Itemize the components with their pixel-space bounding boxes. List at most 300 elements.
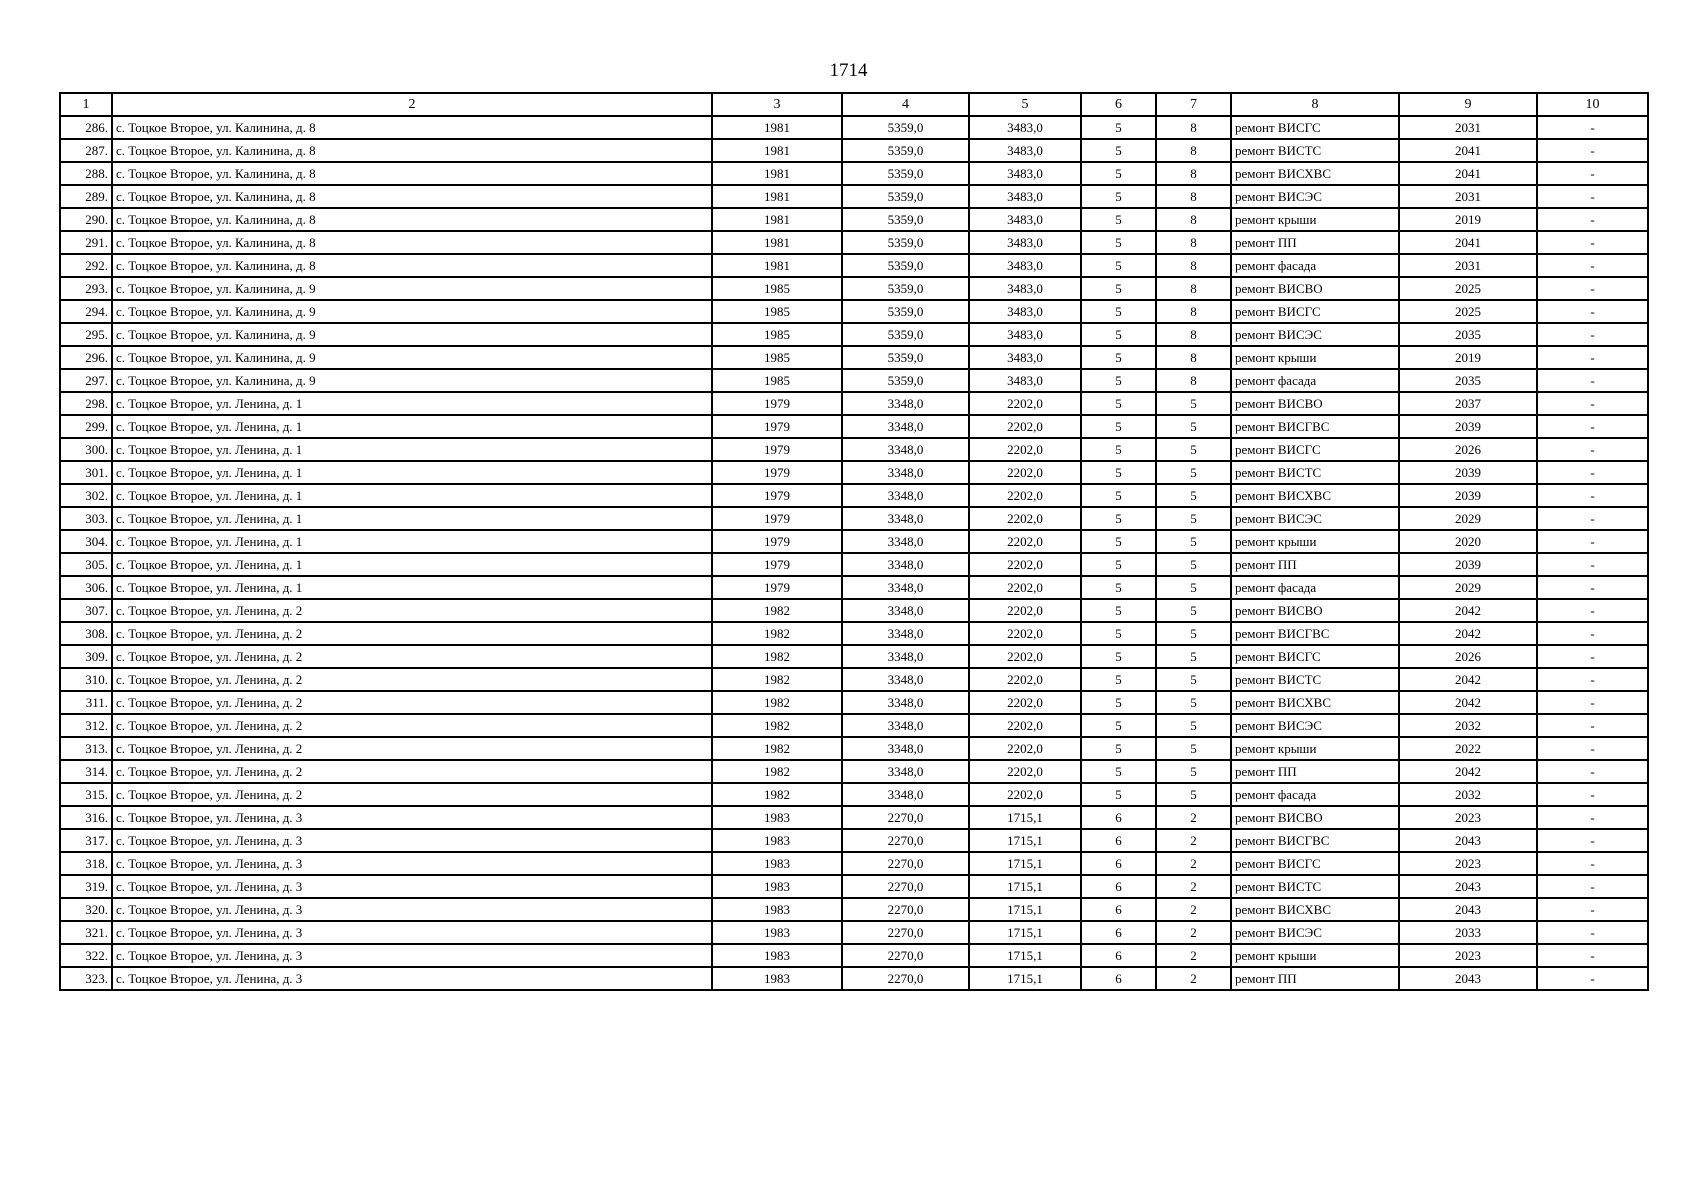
living-area-cell: 1715,1 — [969, 875, 1081, 898]
row-number-cell: 299. — [60, 415, 112, 438]
total-area-cell: 2270,0 — [842, 875, 969, 898]
total-area-cell: 5359,0 — [842, 231, 969, 254]
row-number-cell: 303. — [60, 507, 112, 530]
year-cell: 1985 — [712, 369, 842, 392]
row-number-cell: 320. — [60, 898, 112, 921]
floors-cell: 5 — [1081, 645, 1156, 668]
planned-year-cell: 2041 — [1399, 231, 1537, 254]
planned-year-cell: 2035 — [1399, 369, 1537, 392]
address-cell: с. Тоцкое Второе, ул. Ленина, д. 1 — [112, 415, 712, 438]
column-header: 10 — [1537, 93, 1648, 116]
row-number-cell: 313. — [60, 737, 112, 760]
floors-cell: 6 — [1081, 967, 1156, 990]
floors-cell: 5 — [1081, 116, 1156, 139]
cost-cell: - — [1537, 438, 1648, 461]
address-cell: с. Тоцкое Второе, ул. Калинина, д. 9 — [112, 300, 712, 323]
address-cell: с. Тоцкое Второе, ул. Ленина, д. 2 — [112, 645, 712, 668]
cost-cell: - — [1537, 668, 1648, 691]
entrances-cell: 2 — [1156, 806, 1231, 829]
floors-cell: 5 — [1081, 668, 1156, 691]
year-cell: 1983 — [712, 829, 842, 852]
planned-year-cell: 2025 — [1399, 300, 1537, 323]
planned-year-cell: 2043 — [1399, 829, 1537, 852]
row-number-cell: 302. — [60, 484, 112, 507]
entrances-cell: 5 — [1156, 438, 1231, 461]
address-cell: с. Тоцкое Второе, ул. Калинина, д. 8 — [112, 162, 712, 185]
planned-year-cell: 2039 — [1399, 484, 1537, 507]
total-area-cell: 3348,0 — [842, 576, 969, 599]
living-area-cell: 2202,0 — [969, 760, 1081, 783]
planned-year-cell: 2039 — [1399, 415, 1537, 438]
address-cell: с. Тоцкое Второе, ул. Ленина, д. 2 — [112, 599, 712, 622]
work-type-cell: ремонт ВИСГС — [1231, 116, 1399, 139]
table-row — [60, 208, 1648, 231]
floors-cell: 5 — [1081, 553, 1156, 576]
row-number-cell: 292. — [60, 254, 112, 277]
row-number-cell: 297. — [60, 369, 112, 392]
address-cell: с. Тоцкое Второе, ул. Ленина, д. 1 — [112, 461, 712, 484]
planned-year-cell: 2042 — [1399, 760, 1537, 783]
living-area-cell: 3483,0 — [969, 277, 1081, 300]
living-area-cell: 2202,0 — [969, 691, 1081, 714]
address-cell: с. Тоцкое Второе, ул. Ленина, д. 2 — [112, 737, 712, 760]
floors-cell: 5 — [1081, 484, 1156, 507]
entrances-cell: 2 — [1156, 921, 1231, 944]
work-type-cell: ремонт ВИСЭС — [1231, 323, 1399, 346]
cost-cell: - — [1537, 783, 1648, 806]
living-area-cell: 3483,0 — [969, 231, 1081, 254]
work-type-cell: ремонт ВИСГВС — [1231, 622, 1399, 645]
floors-cell: 5 — [1081, 760, 1156, 783]
row-number-cell: 305. — [60, 553, 112, 576]
planned-year-cell: 2035 — [1399, 323, 1537, 346]
living-area-cell: 2202,0 — [969, 622, 1081, 645]
year-cell: 1979 — [712, 461, 842, 484]
planned-year-cell: 2029 — [1399, 576, 1537, 599]
planned-year-cell: 2032 — [1399, 783, 1537, 806]
table-row — [60, 323, 1648, 346]
year-cell: 1981 — [712, 254, 842, 277]
table-row — [60, 484, 1648, 507]
planned-year-cell: 2023 — [1399, 944, 1537, 967]
address-cell: с. Тоцкое Второе, ул. Калинина, д. 8 — [112, 254, 712, 277]
address-cell: с. Тоцкое Второе, ул. Ленина, д. 3 — [112, 967, 712, 990]
work-type-cell: ремонт ПП — [1231, 553, 1399, 576]
table-row — [60, 806, 1648, 829]
work-type-cell: ремонт фасада — [1231, 783, 1399, 806]
total-area-cell: 3348,0 — [842, 599, 969, 622]
planned-year-cell: 2041 — [1399, 162, 1537, 185]
row-number-cell: 312. — [60, 714, 112, 737]
address-cell: с. Тоцкое Второе, ул. Ленина, д. 1 — [112, 438, 712, 461]
floors-cell: 5 — [1081, 507, 1156, 530]
living-area-cell: 3483,0 — [969, 369, 1081, 392]
entrances-cell: 5 — [1156, 668, 1231, 691]
work-type-cell: ремонт фасада — [1231, 254, 1399, 277]
column-header: 4 — [842, 93, 969, 116]
living-area-cell: 2202,0 — [969, 737, 1081, 760]
living-area-cell: 1715,1 — [969, 921, 1081, 944]
entrances-cell: 5 — [1156, 760, 1231, 783]
row-number-cell: 311. — [60, 691, 112, 714]
floors-cell: 6 — [1081, 898, 1156, 921]
address-cell: с. Тоцкое Второе, ул. Калинина, д. 9 — [112, 323, 712, 346]
work-type-cell: ремонт крыши — [1231, 346, 1399, 369]
table-row — [60, 645, 1648, 668]
year-cell: 1982 — [712, 691, 842, 714]
table-row — [60, 898, 1648, 921]
cost-cell: - — [1537, 461, 1648, 484]
living-area-cell: 3483,0 — [969, 116, 1081, 139]
living-area-cell: 3483,0 — [969, 162, 1081, 185]
total-area-cell: 5359,0 — [842, 346, 969, 369]
work-type-cell: ремонт ВИСТС — [1231, 461, 1399, 484]
page-number: 1714 — [829, 60, 868, 81]
table-row — [60, 622, 1648, 645]
entrances-cell: 5 — [1156, 737, 1231, 760]
work-type-cell: ремонт ВИСЭС — [1231, 185, 1399, 208]
row-number-cell: 322. — [60, 944, 112, 967]
address-cell: с. Тоцкое Второе, ул. Калинина, д. 8 — [112, 231, 712, 254]
total-area-cell: 3348,0 — [842, 530, 969, 553]
planned-year-cell: 2039 — [1399, 461, 1537, 484]
address-cell: с. Тоцкое Второе, ул. Ленина, д. 3 — [112, 829, 712, 852]
address-cell: с. Тоцкое Второе, ул. Ленина, д. 2 — [112, 622, 712, 645]
address-cell: с. Тоцкое Второе, ул. Калинина, д. 9 — [112, 346, 712, 369]
total-area-cell: 3348,0 — [842, 553, 969, 576]
entrances-cell: 2 — [1156, 875, 1231, 898]
entrances-cell: 8 — [1156, 116, 1231, 139]
cost-cell: - — [1537, 898, 1648, 921]
total-area-cell: 3348,0 — [842, 668, 969, 691]
living-area-cell: 2202,0 — [969, 530, 1081, 553]
year-cell: 1982 — [712, 622, 842, 645]
work-type-cell: ремонт ВИСВО — [1231, 806, 1399, 829]
floors-cell: 6 — [1081, 921, 1156, 944]
living-area-cell: 3483,0 — [969, 254, 1081, 277]
living-area-cell: 2202,0 — [969, 415, 1081, 438]
table-row — [60, 507, 1648, 530]
entrances-cell: 5 — [1156, 461, 1231, 484]
table-row — [60, 783, 1648, 806]
living-area-cell: 1715,1 — [969, 806, 1081, 829]
address-cell: с. Тоцкое Второе, ул. Ленина, д. 2 — [112, 714, 712, 737]
floors-cell: 6 — [1081, 944, 1156, 967]
work-type-cell: ремонт крыши — [1231, 737, 1399, 760]
living-area-cell: 1715,1 — [969, 852, 1081, 875]
total-area-cell: 3348,0 — [842, 760, 969, 783]
column-header: 5 — [969, 93, 1081, 116]
floors-cell: 5 — [1081, 461, 1156, 484]
work-type-cell: ремонт ВИСХВС — [1231, 898, 1399, 921]
entrances-cell: 8 — [1156, 254, 1231, 277]
cost-cell: - — [1537, 829, 1648, 852]
year-cell: 1983 — [712, 921, 842, 944]
cost-cell: - — [1537, 277, 1648, 300]
year-cell: 1981 — [712, 162, 842, 185]
address-cell: с. Тоцкое Второе, ул. Ленина, д. 1 — [112, 484, 712, 507]
table-row — [60, 277, 1648, 300]
work-type-cell: ремонт ВИСЭС — [1231, 507, 1399, 530]
address-cell: с. Тоцкое Второе, ул. Ленина, д. 3 — [112, 921, 712, 944]
planned-year-cell: 2042 — [1399, 668, 1537, 691]
address-cell: с. Тоцкое Второе, ул. Ленина, д. 3 — [112, 852, 712, 875]
table-row — [60, 737, 1648, 760]
cost-cell: - — [1537, 300, 1648, 323]
address-cell: с. Тоцкое Второе, ул. Калинина, д. 8 — [112, 139, 712, 162]
address-cell: с. Тоцкое Второе, ул. Калинина, д. 8 — [112, 116, 712, 139]
planned-year-cell: 2042 — [1399, 622, 1537, 645]
row-number-cell: 315. — [60, 783, 112, 806]
table-row — [60, 231, 1648, 254]
total-area-cell: 5359,0 — [842, 185, 969, 208]
living-area-cell: 2202,0 — [969, 484, 1081, 507]
living-area-cell: 3483,0 — [969, 208, 1081, 231]
column-header: 8 — [1231, 93, 1399, 116]
total-area-cell: 5359,0 — [842, 116, 969, 139]
planned-year-cell: 2039 — [1399, 553, 1537, 576]
row-number-cell: 296. — [60, 346, 112, 369]
planned-year-cell: 2020 — [1399, 530, 1537, 553]
total-area-cell: 3348,0 — [842, 737, 969, 760]
total-area-cell: 3348,0 — [842, 622, 969, 645]
year-cell: 1979 — [712, 392, 842, 415]
floors-cell: 5 — [1081, 576, 1156, 599]
year-cell: 1981 — [712, 231, 842, 254]
table-row — [60, 944, 1648, 967]
work-type-cell: ремонт ВИСГВС — [1231, 415, 1399, 438]
row-number-cell: 321. — [60, 921, 112, 944]
year-cell: 1983 — [712, 944, 842, 967]
total-area-cell: 3348,0 — [842, 392, 969, 415]
total-area-cell: 5359,0 — [842, 323, 969, 346]
work-type-cell: ремонт ВИСЭС — [1231, 714, 1399, 737]
year-cell: 1982 — [712, 599, 842, 622]
entrances-cell: 8 — [1156, 208, 1231, 231]
year-cell: 1979 — [712, 438, 842, 461]
address-cell: с. Тоцкое Второе, ул. Ленина, д. 2 — [112, 760, 712, 783]
row-number-cell: 289. — [60, 185, 112, 208]
entrances-cell: 5 — [1156, 714, 1231, 737]
planned-year-cell: 2043 — [1399, 898, 1537, 921]
floors-cell: 6 — [1081, 806, 1156, 829]
table-row — [60, 300, 1648, 323]
year-cell: 1983 — [712, 967, 842, 990]
floors-cell: 5 — [1081, 392, 1156, 415]
year-cell: 1979 — [712, 530, 842, 553]
cost-cell: - — [1537, 875, 1648, 898]
entrances-cell: 5 — [1156, 392, 1231, 415]
row-number-cell: 314. — [60, 760, 112, 783]
entrances-cell: 2 — [1156, 898, 1231, 921]
year-cell: 1981 — [712, 116, 842, 139]
table-row — [60, 576, 1648, 599]
table-row — [60, 254, 1648, 277]
total-area-cell: 5359,0 — [842, 139, 969, 162]
entrances-cell: 8 — [1156, 139, 1231, 162]
address-cell: с. Тоцкое Второе, ул. Ленина, д. 1 — [112, 530, 712, 553]
entrances-cell: 2 — [1156, 852, 1231, 875]
planned-year-cell: 2043 — [1399, 967, 1537, 990]
work-type-cell: ремонт ВИСЭС — [1231, 921, 1399, 944]
row-number-cell: 295. — [60, 323, 112, 346]
floors-cell: 6 — [1081, 829, 1156, 852]
address-cell: с. Тоцкое Второе, ул. Ленина, д. 1 — [112, 392, 712, 415]
table-row — [60, 875, 1648, 898]
floors-cell: 5 — [1081, 714, 1156, 737]
year-cell: 1982 — [712, 645, 842, 668]
address-cell: с. Тоцкое Второе, ул. Ленина, д. 3 — [112, 806, 712, 829]
cost-cell: - — [1537, 208, 1648, 231]
living-area-cell: 3483,0 — [969, 185, 1081, 208]
table-row — [60, 139, 1648, 162]
year-cell: 1982 — [712, 760, 842, 783]
entrances-cell: 2 — [1156, 967, 1231, 990]
year-cell: 1981 — [712, 185, 842, 208]
address-cell: с. Тоцкое Второе, ул. Ленина, д. 2 — [112, 783, 712, 806]
cost-cell: - — [1537, 737, 1648, 760]
living-area-cell: 2202,0 — [969, 714, 1081, 737]
row-number-cell: 290. — [60, 208, 112, 231]
address-cell: с. Тоцкое Второе, ул. Ленина, д. 3 — [112, 898, 712, 921]
living-area-cell: 2202,0 — [969, 599, 1081, 622]
cost-cell: - — [1537, 231, 1648, 254]
table-row — [60, 921, 1648, 944]
floors-cell: 5 — [1081, 691, 1156, 714]
total-area-cell: 5359,0 — [842, 300, 969, 323]
address-cell: с. Тоцкое Второе, ул. Калинина, д. 8 — [112, 208, 712, 231]
living-area-cell: 2202,0 — [969, 438, 1081, 461]
table-row — [60, 116, 1648, 139]
work-type-cell: ремонт ВИСВО — [1231, 392, 1399, 415]
total-area-cell: 3348,0 — [842, 461, 969, 484]
entrances-cell: 5 — [1156, 576, 1231, 599]
entrances-cell: 8 — [1156, 369, 1231, 392]
cost-cell: - — [1537, 507, 1648, 530]
cost-cell: - — [1537, 852, 1648, 875]
cost-cell: - — [1537, 576, 1648, 599]
cost-cell: - — [1537, 944, 1648, 967]
table-row — [60, 438, 1648, 461]
table-row — [60, 415, 1648, 438]
year-cell: 1983 — [712, 898, 842, 921]
work-type-cell: ремонт ВИСВО — [1231, 277, 1399, 300]
entrances-cell: 8 — [1156, 300, 1231, 323]
cost-cell: - — [1537, 921, 1648, 944]
total-area-cell: 5359,0 — [842, 369, 969, 392]
living-area-cell: 2202,0 — [969, 783, 1081, 806]
table-row — [60, 714, 1648, 737]
table-row — [60, 599, 1648, 622]
row-number-cell: 293. — [60, 277, 112, 300]
planned-year-cell: 2031 — [1399, 254, 1537, 277]
floors-cell: 6 — [1081, 875, 1156, 898]
planned-year-cell: 2026 — [1399, 645, 1537, 668]
year-cell: 1979 — [712, 484, 842, 507]
address-cell: с. Тоцкое Второе, ул. Ленина, д. 3 — [112, 944, 712, 967]
cost-cell: - — [1537, 806, 1648, 829]
floors-cell: 5 — [1081, 737, 1156, 760]
total-area-cell: 5359,0 — [842, 162, 969, 185]
floors-cell: 5 — [1081, 415, 1156, 438]
work-type-cell: ремонт ВИСТС — [1231, 875, 1399, 898]
cost-cell: - — [1537, 967, 1648, 990]
row-number-cell: 306. — [60, 576, 112, 599]
address-cell: с. Тоцкое Второе, ул. Ленина, д. 3 — [112, 875, 712, 898]
row-number-cell: 287. — [60, 139, 112, 162]
address-cell: с. Тоцкое Второе, ул. Ленина, д. 2 — [112, 691, 712, 714]
living-area-cell: 2202,0 — [969, 553, 1081, 576]
cost-cell: - — [1537, 714, 1648, 737]
total-area-cell: 2270,0 — [842, 898, 969, 921]
entrances-cell: 5 — [1156, 553, 1231, 576]
living-area-cell: 2202,0 — [969, 668, 1081, 691]
table-row — [60, 346, 1648, 369]
table-body — [60, 116, 1648, 990]
year-cell: 1979 — [712, 576, 842, 599]
cost-cell: - — [1537, 530, 1648, 553]
header-row — [60, 93, 1648, 116]
entrances-cell: 5 — [1156, 484, 1231, 507]
planned-year-cell: 2032 — [1399, 714, 1537, 737]
work-type-cell: ремонт ВИСХВС — [1231, 484, 1399, 507]
address-cell: с. Тоцкое Второе, ул. Калинина, д. 8 — [112, 185, 712, 208]
entrances-cell: 5 — [1156, 507, 1231, 530]
living-area-cell: 3483,0 — [969, 346, 1081, 369]
floors-cell: 5 — [1081, 231, 1156, 254]
floors-cell: 5 — [1081, 254, 1156, 277]
planned-year-cell: 2023 — [1399, 852, 1537, 875]
table-row — [60, 691, 1648, 714]
cost-cell: - — [1537, 760, 1648, 783]
planned-year-cell: 2025 — [1399, 277, 1537, 300]
table-row — [60, 967, 1648, 990]
address-cell: с. Тоцкое Второе, ул. Ленина, д. 2 — [112, 668, 712, 691]
total-area-cell: 3348,0 — [842, 645, 969, 668]
cost-cell: - — [1537, 185, 1648, 208]
planned-year-cell: 2042 — [1399, 599, 1537, 622]
row-number-cell: 300. — [60, 438, 112, 461]
year-cell: 1983 — [712, 875, 842, 898]
address-cell: с. Тоцкое Второе, ул. Ленина, д. 1 — [112, 576, 712, 599]
row-number-cell: 301. — [60, 461, 112, 484]
column-header: 1 — [60, 93, 112, 116]
work-type-cell: ремонт ВИСВО — [1231, 599, 1399, 622]
table-row — [60, 553, 1648, 576]
total-area-cell: 3348,0 — [842, 415, 969, 438]
cost-cell: - — [1537, 553, 1648, 576]
total-area-cell: 3348,0 — [842, 484, 969, 507]
entrances-cell: 2 — [1156, 944, 1231, 967]
total-area-cell: 3348,0 — [842, 714, 969, 737]
entrances-cell: 5 — [1156, 530, 1231, 553]
planned-year-cell: 2019 — [1399, 346, 1537, 369]
floors-cell: 5 — [1081, 346, 1156, 369]
living-area-cell: 3483,0 — [969, 139, 1081, 162]
row-number-cell: 304. — [60, 530, 112, 553]
entrances-cell: 8 — [1156, 231, 1231, 254]
living-area-cell: 3483,0 — [969, 323, 1081, 346]
cost-cell: - — [1537, 691, 1648, 714]
table-row — [60, 461, 1648, 484]
cost-cell: - — [1537, 323, 1648, 346]
year-cell: 1985 — [712, 346, 842, 369]
work-type-cell: ремонт ВИСГВС — [1231, 829, 1399, 852]
planned-year-cell: 2031 — [1399, 185, 1537, 208]
work-type-cell: ремонт крыши — [1231, 208, 1399, 231]
total-area-cell: 5359,0 — [842, 277, 969, 300]
row-number-cell: 317. — [60, 829, 112, 852]
